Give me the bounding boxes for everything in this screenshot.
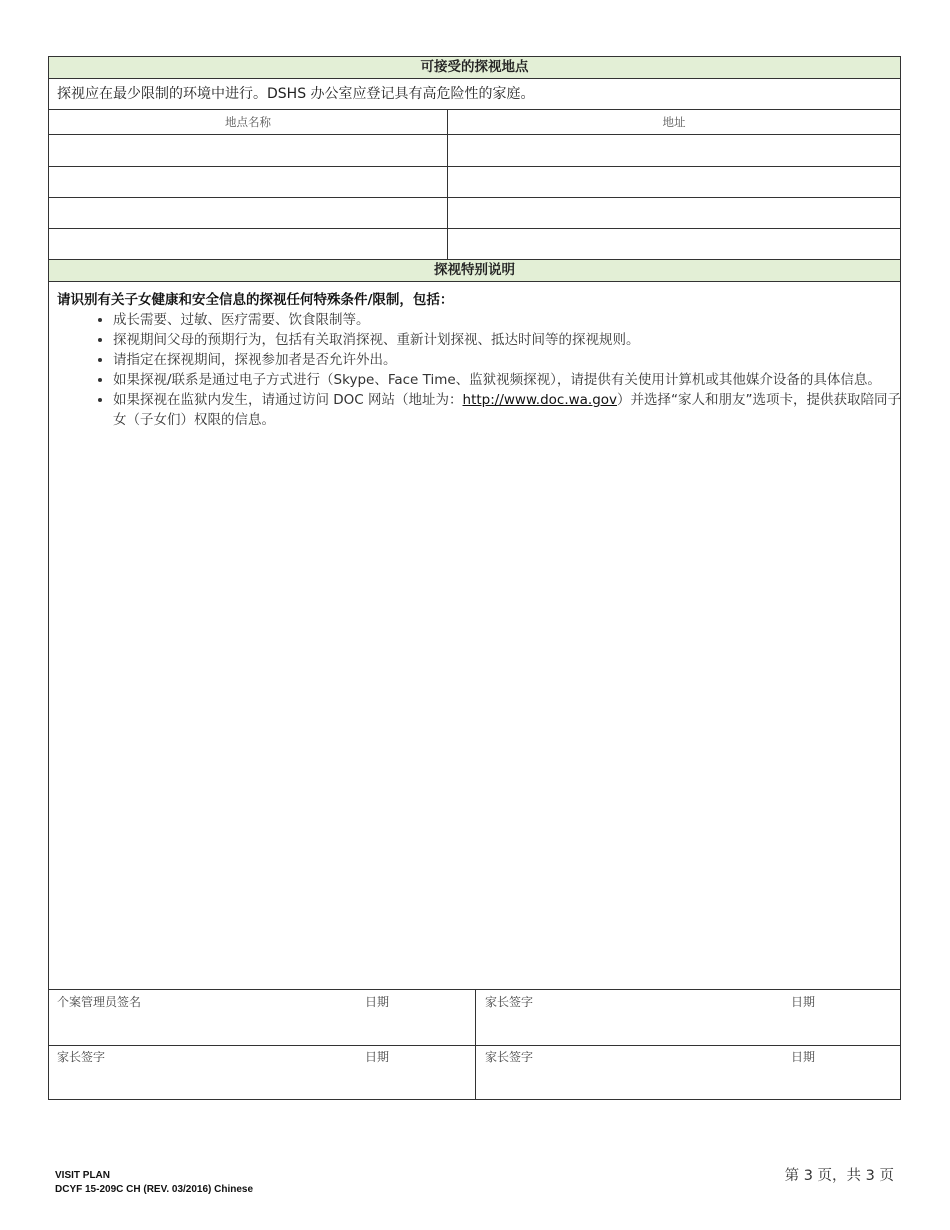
location-name-input-4[interactable] <box>50 229 446 257</box>
address-input-2[interactable] <box>449 167 899 195</box>
caseworker-date-field[interactable] <box>363 1011 469 1039</box>
locations-section-header: 可接受的探视地点 <box>49 57 900 79</box>
date-label: 日期 <box>365 1050 390 1064</box>
bullet-text: 如果探视在监狱内发生，请通过访问 DOC 网站（地址为： <box>113 392 463 408</box>
page-number: 第 3 页，共 3 页 <box>784 1168 894 1184</box>
bullet-item: • 请指定在探视期间，探视参加者是否允许外出。 <box>113 350 913 370</box>
instructions-section-header: 探视特别说明 <box>49 260 900 282</box>
form-code: DCYF 15-209C CH (REV. 03/2016) Chinese <box>55 1184 254 1195</box>
date-label: 日期 <box>365 995 390 1009</box>
instructions-bullet-list <box>85 310 913 430</box>
parent-signature-field-2[interactable] <box>53 1066 353 1094</box>
address-column-header: 地址 <box>662 115 686 129</box>
parent-signature-field-3[interactable] <box>481 1066 781 1094</box>
divider <box>49 134 900 135</box>
address-input-1[interactable] <box>449 136 899 164</box>
caseworker-signature-field[interactable] <box>53 1011 353 1039</box>
date-label: 日期 <box>791 1050 816 1064</box>
bullet-item: • 探视期间父母的预期行为，包括有关取消探视、重新计划探视、抵达时间等的探视规则。 <box>113 330 913 350</box>
doc-website-link[interactable]: http://www.doc.wa.gov <box>462 392 618 408</box>
caseworker-signature-label: 个案管理员签名 <box>57 995 142 1009</box>
bullet-item: • 成长需要、过敏、医疗需要、饮食限制等。 <box>113 310 913 330</box>
bullet-item: • 如果探视/联系是通过电子方式进行（Skype、Face Time、监狱视频探视），请提供有关使用计算机或其他媒介设备的具体信息。 <box>113 370 913 390</box>
parent-signature-field-1[interactable] <box>481 1011 781 1039</box>
location-name-input-2[interactable] <box>50 167 446 195</box>
address-input-4[interactable] <box>449 229 899 257</box>
address-input-3[interactable] <box>449 198 899 226</box>
special-instructions-textarea[interactable] <box>57 457 892 982</box>
parent-signature-label: 家长签字 <box>57 1050 106 1064</box>
parent-date-field-2[interactable] <box>363 1066 469 1094</box>
visit-plan-form <box>48 56 901 1100</box>
column-divider <box>475 989 476 1099</box>
bullet-item <box>113 390 913 430</box>
location-name-column-header: 地点名称 <box>225 115 271 129</box>
location-name-input-3[interactable] <box>50 198 446 226</box>
parent-signature-label: 家长签字 <box>485 1050 534 1064</box>
bullet-text: ）并选择“家人和朋友”选项卡，提供获取陪同子女（子女们）权限的信息。 <box>113 392 902 428</box>
parent-date-field-1[interactable] <box>789 1011 895 1039</box>
parent-date-field-3[interactable] <box>789 1066 895 1094</box>
instructions-title: 请识别有关子女健康和安全信息的探视任何特殊条件/限制，包括： <box>57 292 454 308</box>
parent-signature-label: 家长签字 <box>485 995 534 1009</box>
form-title: VISIT PLAN <box>55 1170 111 1181</box>
column-divider <box>447 109 448 260</box>
location-name-input-1[interactable] <box>50 136 446 164</box>
date-label: 日期 <box>791 995 816 1009</box>
locations-intro-text: 探视应在最少限制的环境中进行。DSHS 办公室应登记具有高危险性的家庭。 <box>57 86 535 102</box>
